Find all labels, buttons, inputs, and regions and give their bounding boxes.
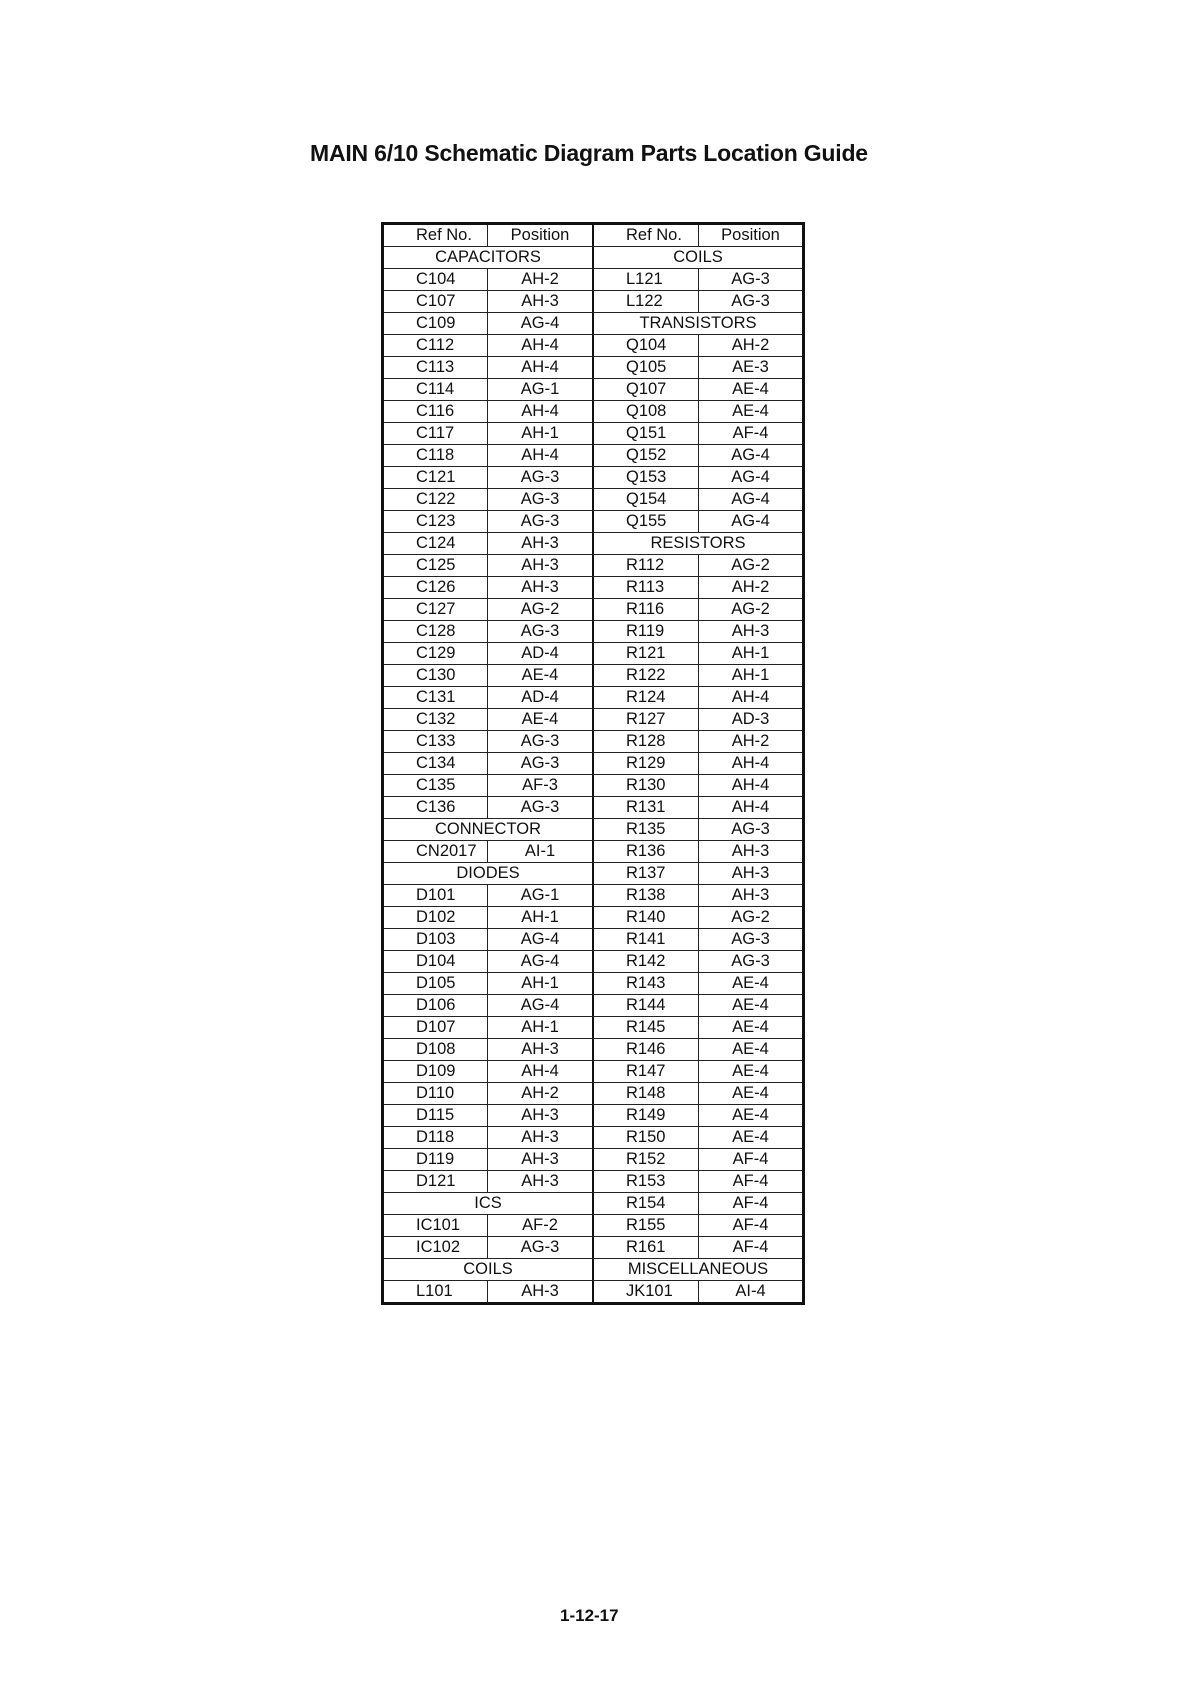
table-row bbox=[594, 841, 804, 863]
ref-no-cell: C127 bbox=[383, 599, 488, 621]
section-row bbox=[383, 1259, 593, 1281]
ref-no-cell: CN2017 bbox=[383, 841, 488, 863]
table-row bbox=[383, 577, 593, 599]
table-row bbox=[594, 269, 804, 291]
table-row bbox=[383, 687, 593, 709]
ref-no-cell: C107 bbox=[383, 291, 488, 313]
section-label: COILS bbox=[594, 247, 804, 269]
position-cell: AD-4 bbox=[488, 643, 593, 665]
position-cell: AH-4 bbox=[488, 357, 593, 379]
position-cell: AH-1 bbox=[488, 423, 593, 445]
position-cell: AH-3 bbox=[699, 885, 804, 907]
position-cell: AI-1 bbox=[488, 841, 593, 863]
position-cell: AG-1 bbox=[488, 885, 593, 907]
ref-no-cell: C136 bbox=[383, 797, 488, 819]
ref-no-cell: C113 bbox=[383, 357, 488, 379]
section-label: ICS bbox=[383, 1193, 593, 1215]
ref-no-cell: R141 bbox=[594, 929, 699, 951]
parts-table-right-body bbox=[594, 224, 804, 1304]
position-cell: AG-3 bbox=[699, 291, 804, 313]
table-row bbox=[383, 1105, 593, 1127]
section-row bbox=[383, 819, 593, 841]
ref-no-cell: C121 bbox=[383, 467, 488, 489]
parts-table-right bbox=[593, 222, 805, 1305]
table-row bbox=[383, 709, 593, 731]
position-cell: AH-4 bbox=[699, 797, 804, 819]
table-row bbox=[383, 1017, 593, 1039]
position-cell: AF-4 bbox=[699, 1193, 804, 1215]
table-row bbox=[383, 445, 593, 467]
position-cell: AG-3 bbox=[488, 753, 593, 775]
position-cell: AH-3 bbox=[488, 1171, 593, 1193]
ref-no-cell: R112 bbox=[594, 555, 699, 577]
table-row bbox=[383, 907, 593, 929]
ref-no-cell: D118 bbox=[383, 1127, 488, 1149]
ref-no-cell: Q155 bbox=[594, 511, 699, 533]
ref-no-cell: D109 bbox=[383, 1061, 488, 1083]
ref-no-cell: R155 bbox=[594, 1215, 699, 1237]
table-row bbox=[594, 1281, 804, 1304]
section-row bbox=[383, 1193, 593, 1215]
position-cell: AG-3 bbox=[699, 819, 804, 841]
ref-no-cell: C122 bbox=[383, 489, 488, 511]
position-cell: AG-3 bbox=[488, 621, 593, 643]
position-cell: AH-3 bbox=[488, 1039, 593, 1061]
section-row bbox=[594, 1259, 804, 1281]
ref-no-cell: R113 bbox=[594, 577, 699, 599]
ref-no-cell: C118 bbox=[383, 445, 488, 467]
ref-no-cell: C132 bbox=[383, 709, 488, 731]
position-cell: AH-4 bbox=[488, 335, 593, 357]
ref-no-cell: C109 bbox=[383, 313, 488, 335]
table-row bbox=[594, 379, 804, 401]
ref-no-cell: JK101 bbox=[594, 1281, 699, 1304]
ref-no-cell: C117 bbox=[383, 423, 488, 445]
table-row bbox=[383, 841, 593, 863]
ref-no-cell: R148 bbox=[594, 1083, 699, 1105]
table-row bbox=[383, 1281, 593, 1304]
table-row bbox=[594, 555, 804, 577]
position-cell: AH-3 bbox=[488, 1149, 593, 1171]
ref-no-cell: C128 bbox=[383, 621, 488, 643]
section-label: COILS bbox=[383, 1259, 593, 1281]
ref-no-cell: L121 bbox=[594, 269, 699, 291]
position-cell: AH-3 bbox=[488, 1127, 593, 1149]
ref-no-cell: D108 bbox=[383, 1039, 488, 1061]
position-cell: AD-3 bbox=[699, 709, 804, 731]
position-cell: AH-3 bbox=[699, 621, 804, 643]
ref-no-cell: Q105 bbox=[594, 357, 699, 379]
table-row bbox=[594, 951, 804, 973]
table-row bbox=[594, 753, 804, 775]
ref-no-cell: R152 bbox=[594, 1149, 699, 1171]
position-cell: AG-3 bbox=[488, 489, 593, 511]
parts-table-left bbox=[381, 222, 593, 1305]
table-row bbox=[383, 1061, 593, 1083]
page-number: 1-12-17 bbox=[560, 1606, 619, 1625]
table-row bbox=[383, 643, 593, 665]
position-cell: AG-4 bbox=[488, 995, 593, 1017]
position-cell: AH-1 bbox=[488, 1017, 593, 1039]
ref-no-cell: D107 bbox=[383, 1017, 488, 1039]
table-row bbox=[383, 1149, 593, 1171]
ref-no-cell: R149 bbox=[594, 1105, 699, 1127]
position-cell: AG-1 bbox=[488, 379, 593, 401]
ref-no-cell: R142 bbox=[594, 951, 699, 973]
ref-no-cell: IC102 bbox=[383, 1237, 488, 1259]
position-cell: AG-2 bbox=[699, 599, 804, 621]
ref-no-cell: L122 bbox=[594, 291, 699, 313]
table-row bbox=[383, 357, 593, 379]
table-row bbox=[594, 599, 804, 621]
table-row bbox=[594, 973, 804, 995]
table-row bbox=[594, 1061, 804, 1083]
table-row bbox=[383, 973, 593, 995]
position-cell: AE-4 bbox=[699, 1039, 804, 1061]
ref-no-cell: R119 bbox=[594, 621, 699, 643]
ref-no-cell: D106 bbox=[383, 995, 488, 1017]
position-cell: AG-3 bbox=[699, 269, 804, 291]
position-cell: AH-3 bbox=[488, 555, 593, 577]
ref-no-cell: D103 bbox=[383, 929, 488, 951]
table-row bbox=[594, 643, 804, 665]
position-cell: AE-4 bbox=[699, 1105, 804, 1127]
table-row bbox=[383, 291, 593, 313]
position-cell: AG-3 bbox=[488, 1237, 593, 1259]
ref-no-cell: R128 bbox=[594, 731, 699, 753]
ref-no-cell: D110 bbox=[383, 1083, 488, 1105]
table-row bbox=[594, 995, 804, 1017]
table-row bbox=[594, 1193, 804, 1215]
ref-no-cell: R161 bbox=[594, 1237, 699, 1259]
ref-no-cell: Q108 bbox=[594, 401, 699, 423]
table-row bbox=[383, 335, 593, 357]
position-cell: AF-3 bbox=[488, 775, 593, 797]
position-cell: AG-3 bbox=[699, 951, 804, 973]
position-cell: AE-4 bbox=[699, 401, 804, 423]
section-row bbox=[594, 313, 804, 335]
position-cell: AH-2 bbox=[699, 731, 804, 753]
position-cell: AF-4 bbox=[699, 1237, 804, 1259]
position-cell: AF-4 bbox=[699, 423, 804, 445]
table-row bbox=[594, 819, 804, 841]
ref-no-cell: C130 bbox=[383, 665, 488, 687]
position-cell: AG-4 bbox=[699, 489, 804, 511]
ref-no-cell: D101 bbox=[383, 885, 488, 907]
table-row bbox=[594, 929, 804, 951]
table-row bbox=[383, 313, 593, 335]
ref-no-cell: Q107 bbox=[594, 379, 699, 401]
table-row bbox=[383, 1215, 593, 1237]
header-ref-no: Ref No. bbox=[383, 224, 488, 247]
page-title: MAIN 6/10 Schematic Diagram Parts Location Guide bbox=[310, 140, 868, 166]
table-row bbox=[594, 291, 804, 313]
ref-no-cell: R122 bbox=[594, 665, 699, 687]
ref-no-cell: R137 bbox=[594, 863, 699, 885]
ref-no-cell: D115 bbox=[383, 1105, 488, 1127]
table-row bbox=[383, 1237, 593, 1259]
table-row bbox=[594, 1017, 804, 1039]
position-cell: AE-4 bbox=[699, 973, 804, 995]
ref-no-cell: D105 bbox=[383, 973, 488, 995]
position-cell: AH-1 bbox=[488, 907, 593, 929]
position-cell: AH-1 bbox=[699, 643, 804, 665]
table-row bbox=[383, 555, 593, 577]
position-cell: AG-4 bbox=[488, 951, 593, 973]
ref-no-cell: R138 bbox=[594, 885, 699, 907]
position-cell: AH-1 bbox=[488, 973, 593, 995]
ref-no-cell: D121 bbox=[383, 1171, 488, 1193]
section-label: CAPACITORS bbox=[383, 247, 593, 269]
table-row bbox=[594, 577, 804, 599]
table-row bbox=[594, 907, 804, 929]
ref-no-cell: Q104 bbox=[594, 335, 699, 357]
table-header-row bbox=[594, 224, 804, 247]
ref-no-cell: C104 bbox=[383, 269, 488, 291]
ref-no-cell: C124 bbox=[383, 533, 488, 555]
table-row bbox=[594, 775, 804, 797]
position-cell: AH-3 bbox=[699, 863, 804, 885]
position-cell: AE-3 bbox=[699, 357, 804, 379]
ref-no-cell: R129 bbox=[594, 753, 699, 775]
table-row bbox=[594, 1215, 804, 1237]
ref-no-cell: C123 bbox=[383, 511, 488, 533]
position-cell: AE-4 bbox=[699, 1127, 804, 1149]
position-cell: AH-3 bbox=[488, 1105, 593, 1127]
ref-no-cell: C135 bbox=[383, 775, 488, 797]
table-row bbox=[594, 445, 804, 467]
position-cell: AH-3 bbox=[699, 841, 804, 863]
section-row bbox=[594, 247, 804, 269]
ref-no-cell: R145 bbox=[594, 1017, 699, 1039]
position-cell: AF-2 bbox=[488, 1215, 593, 1237]
ref-no-cell: C133 bbox=[383, 731, 488, 753]
ref-no-cell: R131 bbox=[594, 797, 699, 819]
table-row bbox=[594, 467, 804, 489]
position-cell: AH-4 bbox=[699, 775, 804, 797]
ref-no-cell: R147 bbox=[594, 1061, 699, 1083]
position-cell: AH-3 bbox=[488, 533, 593, 555]
table-row bbox=[383, 1171, 593, 1193]
table-row bbox=[383, 423, 593, 445]
ref-no-cell: C116 bbox=[383, 401, 488, 423]
table-row bbox=[594, 863, 804, 885]
position-cell: AE-4 bbox=[699, 1083, 804, 1105]
ref-no-cell: D104 bbox=[383, 951, 488, 973]
ref-no-cell: Q152 bbox=[594, 445, 699, 467]
position-cell: AE-4 bbox=[488, 665, 593, 687]
table-row bbox=[383, 775, 593, 797]
table-row bbox=[383, 951, 593, 973]
table-row bbox=[383, 995, 593, 1017]
section-row bbox=[594, 533, 804, 555]
position-cell: AH-4 bbox=[488, 401, 593, 423]
table-row bbox=[383, 511, 593, 533]
ref-no-cell: R121 bbox=[594, 643, 699, 665]
table-row bbox=[594, 709, 804, 731]
table-row bbox=[594, 489, 804, 511]
position-cell: AG-4 bbox=[699, 511, 804, 533]
section-label: DIODES bbox=[383, 863, 593, 885]
ref-no-cell: R124 bbox=[594, 687, 699, 709]
position-cell: AG-4 bbox=[488, 929, 593, 951]
section-row bbox=[383, 247, 593, 269]
position-cell: AE-4 bbox=[699, 379, 804, 401]
table-row bbox=[383, 489, 593, 511]
table-row bbox=[594, 1105, 804, 1127]
ref-no-cell: R153 bbox=[594, 1171, 699, 1193]
position-cell: AF-4 bbox=[699, 1171, 804, 1193]
position-cell: AF-4 bbox=[699, 1215, 804, 1237]
ref-no-cell: C125 bbox=[383, 555, 488, 577]
table-row bbox=[383, 797, 593, 819]
position-cell: AG-4 bbox=[699, 445, 804, 467]
table-row bbox=[594, 1127, 804, 1149]
header-ref-no: Ref No. bbox=[594, 224, 699, 247]
ref-no-cell: C112 bbox=[383, 335, 488, 357]
header-position: Position bbox=[488, 224, 593, 247]
table-row bbox=[594, 621, 804, 643]
position-cell: AE-4 bbox=[488, 709, 593, 731]
position-cell: AG-3 bbox=[488, 797, 593, 819]
table-row bbox=[383, 1083, 593, 1105]
ref-no-cell: R127 bbox=[594, 709, 699, 731]
table-row bbox=[383, 665, 593, 687]
position-cell: AE-4 bbox=[699, 1061, 804, 1083]
table-header-row bbox=[383, 224, 593, 247]
position-cell: AD-4 bbox=[488, 687, 593, 709]
position-cell: AE-4 bbox=[699, 995, 804, 1017]
ref-no-cell: C129 bbox=[383, 643, 488, 665]
ref-no-cell: Q153 bbox=[594, 467, 699, 489]
position-cell: AH-4 bbox=[488, 1061, 593, 1083]
table-row bbox=[383, 621, 593, 643]
table-row bbox=[594, 357, 804, 379]
position-cell: AG-4 bbox=[488, 313, 593, 335]
table-row bbox=[594, 797, 804, 819]
position-cell: AG-2 bbox=[699, 907, 804, 929]
section-label: CONNECTOR bbox=[383, 819, 593, 841]
ref-no-cell: R146 bbox=[594, 1039, 699, 1061]
ref-no-cell: C126 bbox=[383, 577, 488, 599]
ref-no-cell: D102 bbox=[383, 907, 488, 929]
table-row bbox=[594, 885, 804, 907]
table-row bbox=[383, 269, 593, 291]
position-cell: AH-3 bbox=[521, 1282, 559, 1300]
ref-no-cell: D119 bbox=[383, 1149, 488, 1171]
position-cell: AH-2 bbox=[488, 1083, 593, 1105]
table-row bbox=[594, 1149, 804, 1171]
position-cell: AH-2 bbox=[699, 335, 804, 357]
table-row bbox=[383, 1039, 593, 1061]
parts-table-left-body bbox=[383, 224, 593, 1304]
header-position: Position bbox=[699, 224, 804, 247]
table-row bbox=[383, 379, 593, 401]
table-row bbox=[594, 511, 804, 533]
table-row bbox=[383, 753, 593, 775]
ref-no-cell: R135 bbox=[594, 819, 699, 841]
table-row bbox=[383, 885, 593, 907]
table-row bbox=[383, 731, 593, 753]
ref-no-cell: C114 bbox=[383, 379, 488, 401]
ref-no-cell: Q154 bbox=[594, 489, 699, 511]
position-cell: AE-4 bbox=[699, 1017, 804, 1039]
ref-no-cell: R116 bbox=[594, 599, 699, 621]
table-row bbox=[594, 423, 804, 445]
ref-no-cell: L101 bbox=[383, 1281, 488, 1304]
ref-no-cell: Q151 bbox=[594, 423, 699, 445]
position-cell: AG-2 bbox=[699, 555, 804, 577]
section-label: TRANSISTORS bbox=[594, 313, 804, 335]
position-cell: AH-4 bbox=[699, 753, 804, 775]
ref-no-cell: R140 bbox=[594, 907, 699, 929]
section-label: RESISTORS bbox=[594, 533, 804, 555]
ref-no-cell: C131 bbox=[383, 687, 488, 709]
ref-no-cell: R154 bbox=[594, 1193, 699, 1215]
position-cell: AH-4 bbox=[699, 687, 804, 709]
position-cell: AG-2 bbox=[488, 599, 593, 621]
parts-location-table bbox=[381, 222, 805, 1305]
position-cell: AG-3 bbox=[488, 731, 593, 753]
position-cell: AH-1 bbox=[699, 665, 804, 687]
position-cell: AH-3 bbox=[488, 577, 593, 599]
position-cell: AH-4 bbox=[488, 445, 593, 467]
table-row bbox=[594, 1171, 804, 1193]
table-row bbox=[383, 929, 593, 951]
position-cell: AH-2 bbox=[488, 269, 593, 291]
table-row bbox=[594, 731, 804, 753]
table-row bbox=[383, 599, 593, 621]
position-cell: AG-4 bbox=[699, 467, 804, 489]
position-cell: AG-3 bbox=[488, 511, 593, 533]
position-cell: AF-4 bbox=[699, 1149, 804, 1171]
table-row bbox=[594, 401, 804, 423]
table-row bbox=[594, 687, 804, 709]
position-cell: AH-3 bbox=[488, 291, 593, 313]
table-row bbox=[594, 1039, 804, 1061]
ref-no-cell: IC101 bbox=[383, 1215, 488, 1237]
table-row bbox=[594, 1237, 804, 1259]
position-cell: AH-2 bbox=[699, 577, 804, 599]
ref-no-cell: R136 bbox=[594, 841, 699, 863]
table-row bbox=[383, 467, 593, 489]
section-label: MISCELLANEOUS bbox=[594, 1259, 804, 1281]
table-row bbox=[594, 335, 804, 357]
ref-no-cell: R130 bbox=[594, 775, 699, 797]
position-cell: AG-3 bbox=[699, 929, 804, 951]
table-row bbox=[594, 1083, 804, 1105]
position-cell: AI-4 bbox=[735, 1282, 766, 1300]
table-row bbox=[383, 401, 593, 423]
ref-no-cell: R143 bbox=[594, 973, 699, 995]
section-row bbox=[383, 863, 593, 885]
position-cell: AG-3 bbox=[488, 467, 593, 489]
ref-no-cell: R144 bbox=[594, 995, 699, 1017]
table-row bbox=[594, 665, 804, 687]
table-row bbox=[383, 1127, 593, 1149]
table-row bbox=[383, 533, 593, 555]
ref-no-cell: C134 bbox=[383, 753, 488, 775]
ref-no-cell: R150 bbox=[594, 1127, 699, 1149]
